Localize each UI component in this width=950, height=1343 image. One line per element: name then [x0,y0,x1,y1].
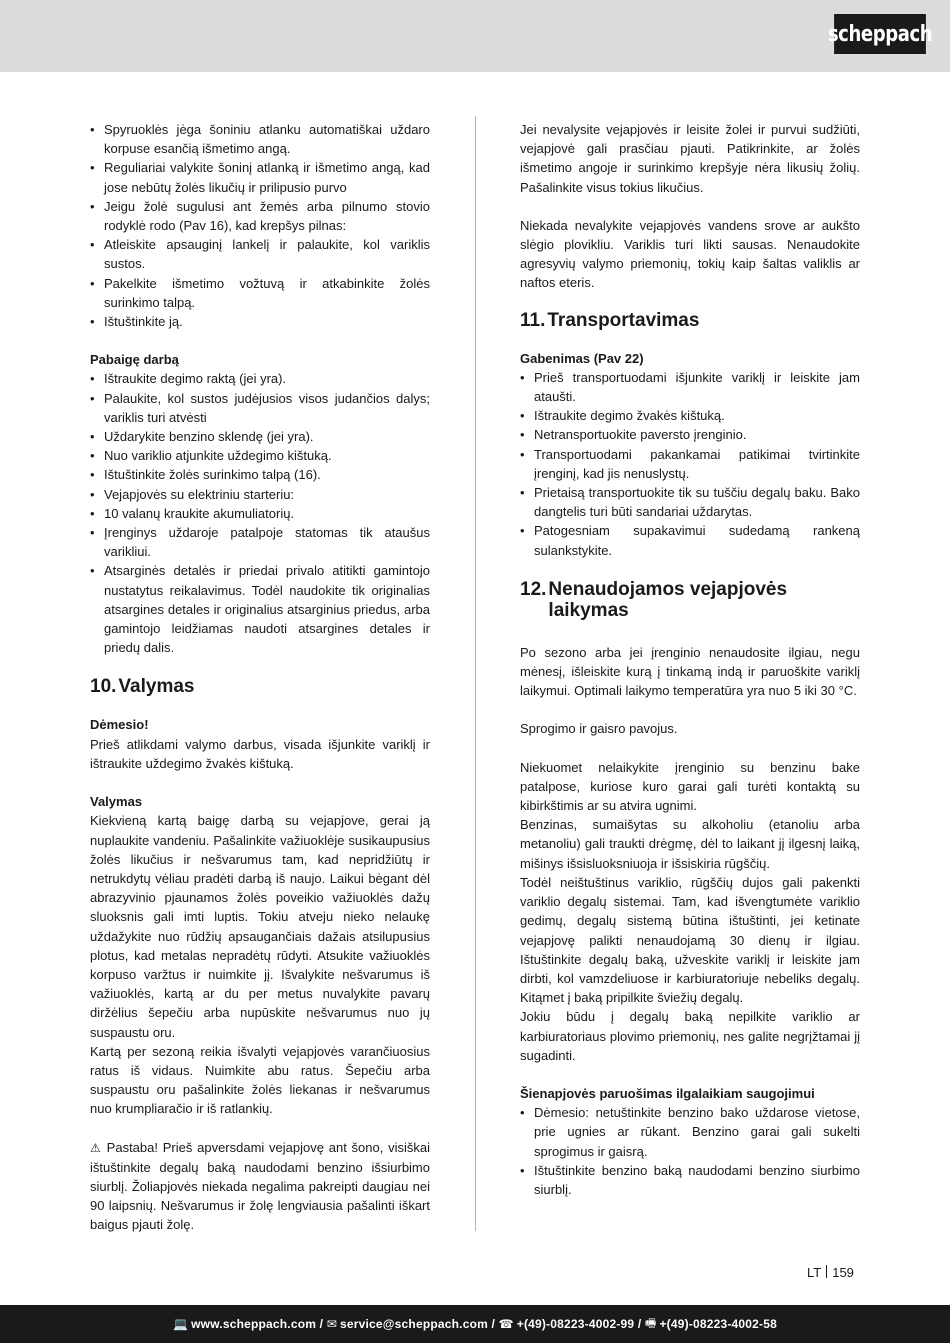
attention-heading: Dėmesio! [90,717,149,733]
page-number-value: 159 [832,1265,854,1280]
list-item: • Prieš transportuodami išjunkite variklį ir leiskite jam ataušti. [520,368,860,406]
warning-triangle-icon: ⚠ [90,1140,102,1155]
footer-phone: +(49)-08223-4002-99 [516,1317,635,1331]
body-paragraph: Niekada nevalykite vejapjovės vandens srove ar aukšto slėgio plovikliu. Variklis turi likti sausas. Nenaudokite agresyvių valymo priemonių, tokių kaip šaltas valiklis ar naftos eteris. [520,217,860,291]
list-item: • Dėmesio: netuštinkite benzino bako uždarose vietose, prie ugnies ar rūkant. Benzino garai gali sukelti sprogimus ir gaisrą. [520,1103,860,1161]
list-item: • Palaukite, kol sustos judėjusios visos judančios dalys; variklis turi atvėsti [90,389,430,427]
list-item: • Atleiskite apsauginį lankelį ir palaukite, kol variklis sustos. [90,235,430,273]
footer-band [0,1305,950,1343]
list-item: • Reguliariai valykite šoninį atlanką ir išmetimo angą, kad jose nebūtų žolės likučių ir prilipusio purvo [90,158,430,196]
footer-separator: / [316,1317,327,1331]
language-code: LT [807,1265,822,1280]
list-item: • Ištuštinkite ją. [90,312,430,331]
footer-email[interactable]: service@scheppach.com [340,1317,488,1331]
list-item: • Patogesniam supakavimui sudedamą rankeną sulankstykite. [520,521,860,559]
list-item: • Pakelkite išmetimo vožtuvą ir atkabinkite žolės surinkimo talpą. [90,274,430,312]
body-paragraph: Sprogimo ir gaisro pavojus. [520,721,678,737]
footer-separator: / [634,1317,645,1331]
page-number [807,1265,854,1280]
cleaning-heading: Valymas [90,794,143,810]
transport-heading: Gabenimas (Pav 22) [520,350,644,366]
fax-icon: 🖷 [644,1315,657,1330]
prep-heading: Šienapjovės paruošimas ilgalaikiam saugojimui [520,1085,815,1101]
footer-fax: +(49)-08223-4002-58 [659,1317,778,1331]
phone-icon: ☎ [498,1317,514,1331]
section-number: 12. [520,578,547,600]
header-band [0,0,950,72]
list-item: • Jeigu žolė sugulusi ant žemės arba pilnumo stovio rodyklė rodo (Pav 16), kad krepšys pilnas: [90,197,430,235]
column-divider [475,116,476,1231]
section-title: Valymas [118,676,195,698]
section-12-heading [520,579,860,621]
list-item: • Vejapjovės su elektriniu starteriu: [90,485,430,504]
transport-list [520,368,860,560]
list-item: • Ištuštinkite benzino baką naudodami benzino siurbimo siurblį. [520,1161,860,1199]
cleaning-paragraph: Kartą per sezoną reikia išvalyti vejapjovės varančiuosius ratus iš vidaus. Nuimkite abu ratus. Šepečiu arba suspaustu oru pašalinkite žolės liekanas ir nešvarumus nuo krumpliaračio ir iš ratlankių. [90,1043,430,1117]
footer-separator: / [487,1317,499,1331]
list-item: • Atsarginės detalės ir priedai privalo atitikti gamintojo nustatytus reikalavimus. Todėl naudokite tik originalias atsargines detales ir originalius atsarginius priedus, arba gamintojo leidžiamas naudoti atsargines detales ir priedų dalis. [90,561,430,657]
body-paragraph: Jokiu būdu į degalų baką nepilkite variklio ar karbiuratoriaus plovimo priemonių, nes galite negrįžtamai jį sugadinti. [520,1009,860,1063]
intro-list [90,120,430,331]
warning-note [90,1138,430,1235]
list-item: • Uždarykite benzino sklendę (jei yra). [90,427,430,446]
footer-website[interactable]: www.scheppach.com [191,1317,317,1331]
section-11-heading [520,310,860,331]
body-paragraph: Todėl neištuštinus variklio, rūgščių dujos gali pakenkti variklio degalų sistemai. Tam, kad išvengtumėte variklio gedimų, degalų sistemą būtina ištuštinti, jei ketinate vejapjovę palikti nenaudojamą 30 dienų ir ilgiau. Ištuštinkite degalų baką, užveskite variklį ir leiskite jam dirbti, kol vamzdeliuose ir karbiuratoriuje nebeliks degalų. Kitąmet į baką pripilkite šviežių degalų. [520,874,860,1006]
prep-list [520,1103,860,1199]
list-item: • Ištuštinkite žolės surinkimo talpą (16). [90,465,430,484]
list-item: • Ištraukite degimo žvakės kištuką. [520,406,860,425]
list-item: • 10 valanų kraukite akumuliatorių. [90,504,430,523]
attention-text: Prieš atlikdami valymo darbus, visada išjunkite variklį ir ištraukite uždegimo žvakės kištuką. [90,736,430,771]
section-title: Nenaudojamos vejapjovės laikymas [548,578,788,621]
right-column [520,120,860,1199]
brand-logo: scheppach [834,14,926,54]
mail-icon: ✉ [326,1317,337,1331]
body-paragraph: Po sezono arba jei įrenginio nenaudosite ilgiau, negu mėnesį, išleiskite kurą į tinkamą indą ir paruoškite variklį laikymui. Optimali laikymo temperatūra yra nuo 5 iki 30 °C. [520,644,860,699]
list-item: • Spyruoklės jėga šoniniu atlanku automatiškai uždaro korpuse esančią išmetimo angą. [90,120,430,158]
body-paragraph: Niekuomet nelaikykite įrenginio su benzinu bake patalpose, kuriose kuro garai gali turėti kontaktą su kibirkštimis ar su atvira ugnimi. [520,759,860,814]
list-item: • Įrenginys uždaroje patalpoje statomas tik ataušus varikliui. [90,523,430,561]
left-column [90,120,430,1235]
section-number: 11. [520,309,546,331]
finish-heading: Pabaigę darbą [90,352,179,368]
body-paragraph: Benzinas, sumaišytas su alkoholiu (etanoliu arba metanoliu) gali traukti drėgmę, dėl to laikant jį ilgesnį laiką, mišinys išsisluoksniuoja ir išsiskiria rūgščių. [520,817,860,871]
list-item: • Ištraukite degimo raktą (jei yra). [90,369,430,388]
section-title: Transportavimas [547,309,700,331]
body-paragraph: Jei nevalysite vejapjovės ir leisite žolei ir purvui sudžiūti, vejapjovė gali prasčiau pjauti. Patikrinkite, ar žolės išmetimo angoje ir surinkimo krepšyje nėra likusių žolių. Pašalinkite visus tokius likučius. [520,122,860,195]
section-number: 10. [90,676,117,698]
finish-list [90,369,430,657]
warning-text: Pastaba! Prieš apversdami vejapjovę ant šono, visiškai ištuštinkite degalų baką naudodami benzino išsiurbimo siurblį. Žoliapjovės niekada negalima pakreipti daugiau nei 90 laipsnių. Nešvarumus ir žolę lengviausia pašalinti iškart baigus pjauti žolę. [90,1139,430,1233]
section-10-heading [90,676,430,697]
cleaning-paragraph: Kiekvieną kartą baigę darbą su vejapjove, gerai ją nuplaukite vandeniu. Pašalinkite važiuoklėje susikaupusius žolės likučius ir nešvarumus tam, kad nepridžiūtų ir netrukdytų vėliau pradėti darbą iš naujo. Laikui bėgant dėl abrazyvinio pjaunamos žolės poveikio važiuoklės dažų sluoksnis gali imti luptis. Tokiu atveju nieko nelaukę uždažykite nuo rūdžių apsaugančiais dažais atsilupusius plotus, kad metalas nepradėtų rūdyti. Atsukite važiuoklės korpuso varžtus ir nuimkite jį. Išvalykite nešvarumus iš važiuoklės, kartą ar du per metus nuvalykite pavarų diržėlius šepečiu arba nupūskite nešvarumus nuo jų suspaustu oru. [90,813,430,1040]
list-item: • Prietaisą transportuokite tik su tuščiu degalų baku. Bako dangtelis turi būti sandariai uždarytas. [520,483,860,521]
list-item: • Netransportuokite paversto įrenginio. [520,425,860,444]
list-item: • Transportuodami pakankamai patikimai tvirtinkite įrenginį, kad jis nenuslystų. [520,445,860,483]
computer-icon: 💻 [172,1317,189,1331]
list-item: • Nuo variklio atjunkite uždegimo kištuką. [90,446,430,465]
